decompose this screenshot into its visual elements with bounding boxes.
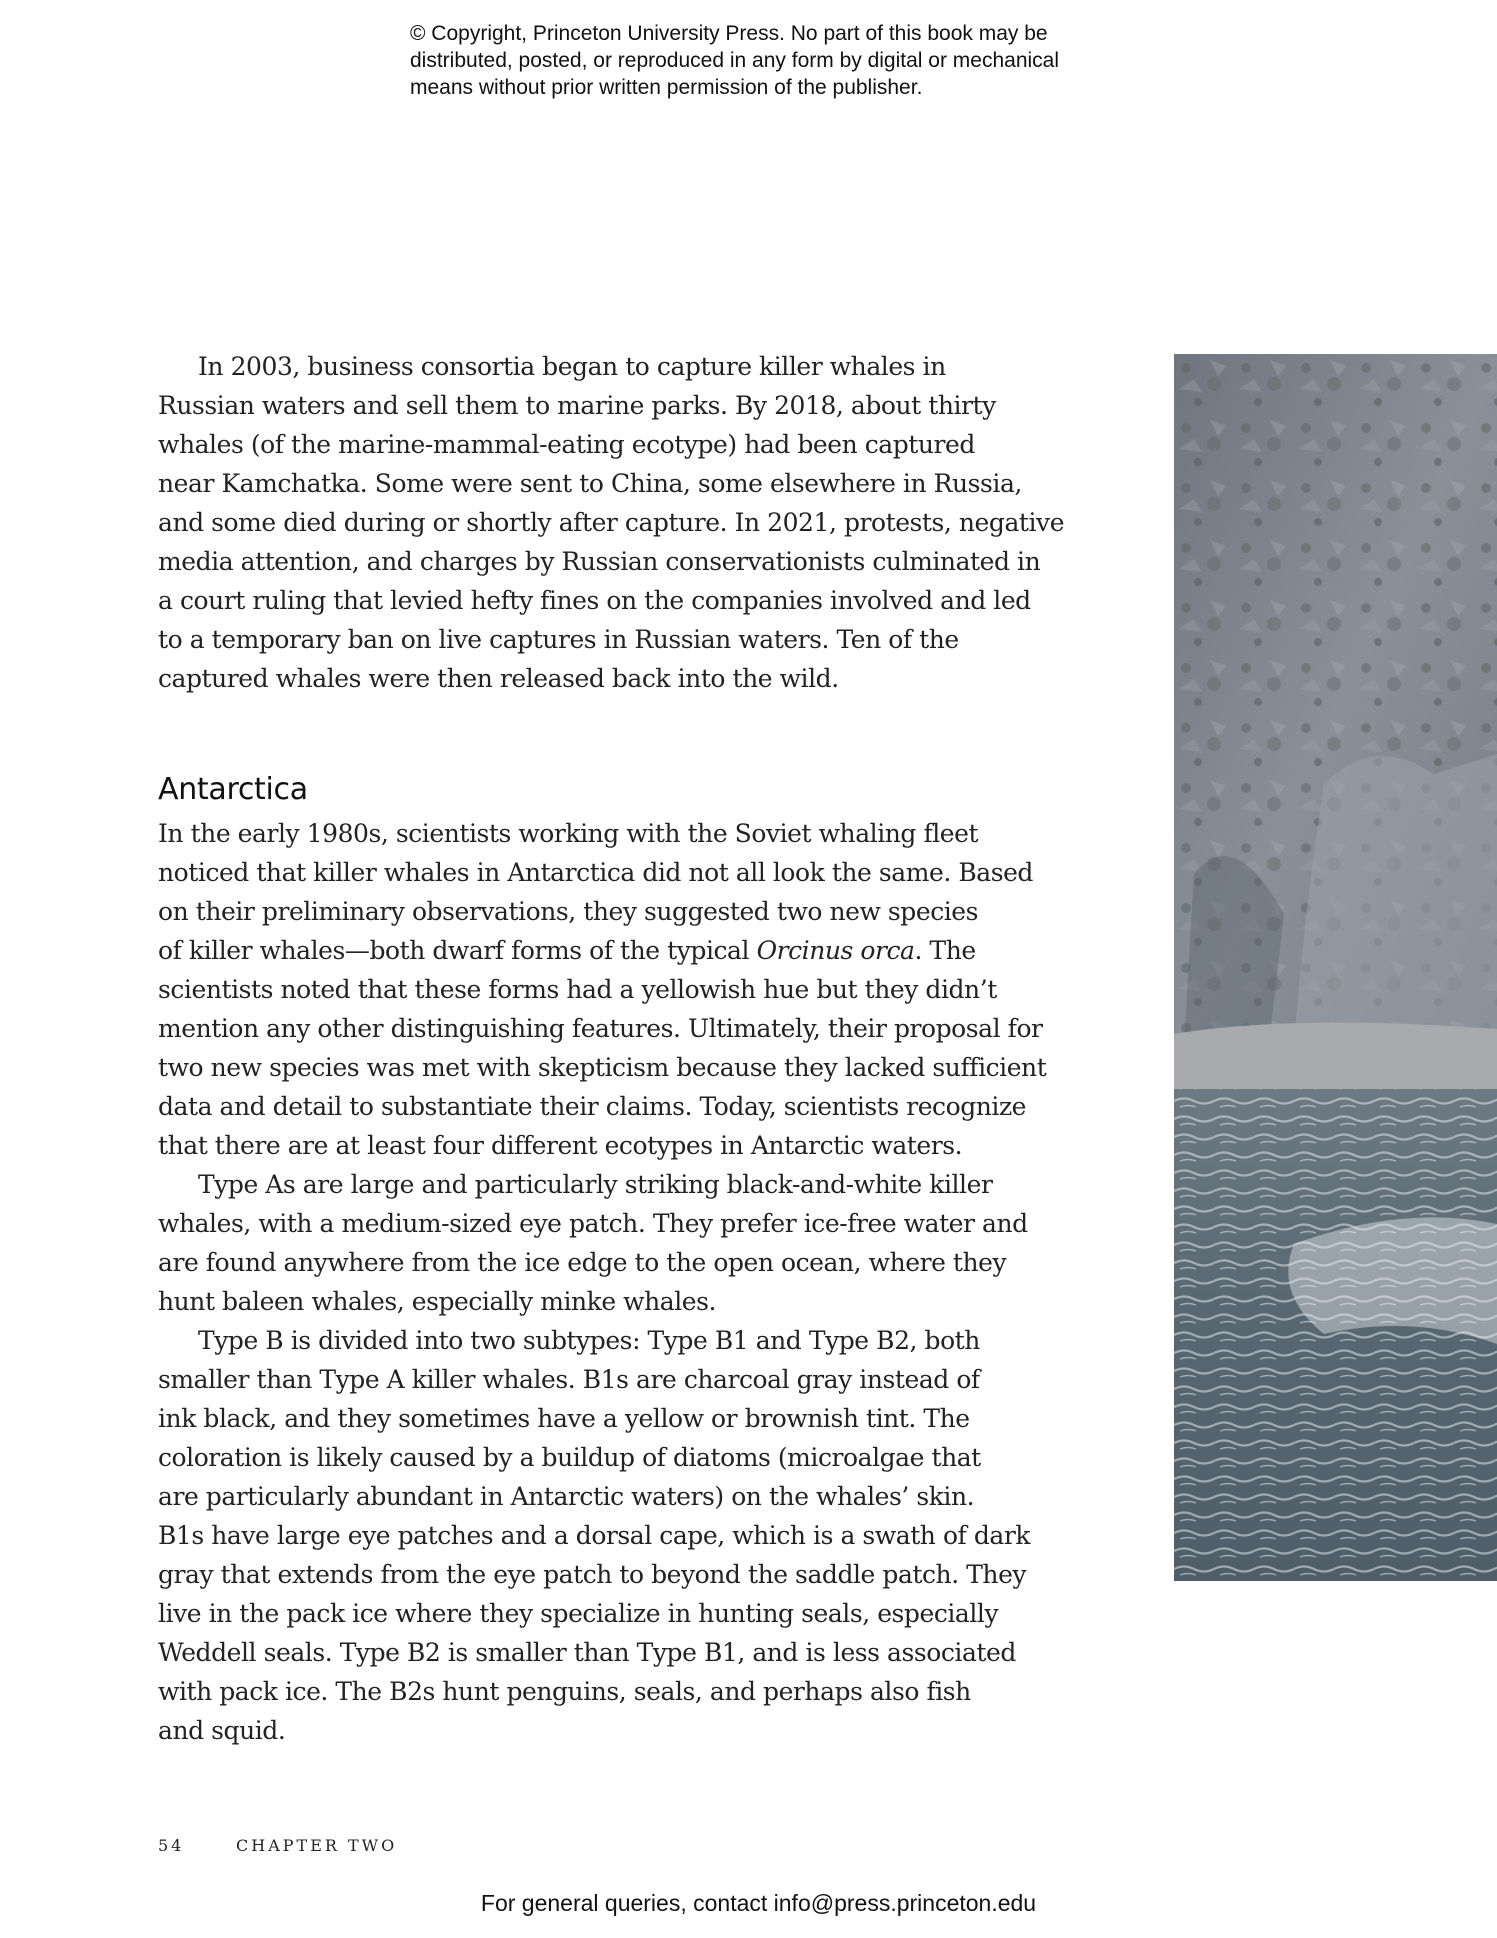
- text-line: are particularly abundant in Antarctic waters) on the whales’ skin.: [158, 1482, 975, 1511]
- text-segment: . The: [914, 936, 976, 965]
- text-line: live in the pack ice where they specialize in hunting seals, especially: [158, 1599, 999, 1628]
- text-line: In 2003, business consortia began to capture killer whales in: [198, 352, 946, 381]
- copyright-line: means without prior written permission of the publisher.: [410, 76, 923, 99]
- running-head-chapter: CHAPTER TWO: [236, 1836, 398, 1855]
- copyright-line: © Copyright, Princeton University Press. No part of this book may be: [410, 22, 1048, 45]
- text-line: smaller than Type A killer whales. B1s are charcoal gray instead of: [158, 1365, 980, 1394]
- text-line: hunt baleen whales, especially minke whales.: [158, 1287, 717, 1316]
- text-line: [158, 931, 1038, 970]
- text-line: ink black, and they sometimes have a yellow or brownish tint. The: [158, 1404, 970, 1433]
- text-line: with pack ice. The B2s hunt penguins, seals, and perhaps also fish: [158, 1677, 971, 1706]
- text-line: media attention, and charges by Russian conservationists culminated in: [158, 547, 1041, 576]
- text-line: Type As are large and particularly striking black-and-white killer: [198, 1170, 993, 1199]
- text-line: In the early 1980s, scientists working with the Soviet whaling fleet: [158, 819, 979, 848]
- text-line: gray that extends from the eye patch to beyond the saddle patch. They: [158, 1560, 1027, 1589]
- text-line: whales, with a medium-sized eye patch. They prefer ice-free water and: [158, 1209, 1028, 1238]
- text-line: and some died during or shortly after capture. In 2021, protests, negative: [158, 508, 1065, 537]
- text-line: captured whales were then released back into the wild.: [158, 664, 839, 693]
- text-line: Type B is divided into two subtypes: Type B1 and Type B2, both: [198, 1326, 980, 1355]
- species-name: Orcinus orca: [756, 936, 915, 965]
- text-line: B1s have large eye patches and a dorsal cape, which is a swath of dark: [158, 1521, 1031, 1550]
- text-line: whales (of the marine-mammal-eating ecotype) had been captured: [158, 430, 975, 459]
- page-number: 54: [158, 1836, 185, 1855]
- footer-text: For general queries, contact info@press.princeton.edu: [480, 1890, 1037, 1916]
- text-line: coloration is likely caused by a buildup of diatoms (microalgae that: [158, 1443, 981, 1472]
- text-line: and squid.: [158, 1716, 286, 1745]
- text-line: scientists noted that these forms had a yellowish hue but they didn’t: [158, 975, 997, 1004]
- paragraph-captures: [158, 347, 1065, 698]
- text-line: are found anywhere from the ice edge to the open ocean, where they: [158, 1248, 1007, 1277]
- text-line: Russian waters and sell them to marine parks. By 2018, about thirty: [158, 391, 996, 420]
- text-line: on their preliminary observations, they suggested two new species: [158, 897, 979, 926]
- footer-contact: [0, 1890, 1497, 1917]
- section-heading: Antarctica: [158, 772, 308, 807]
- text-line: noticed that killer whales in Antarctica did not all look the same. Based: [158, 858, 1033, 887]
- text-line: near Kamchatka. Some were sent to China, some elsewhere in Russia,: [158, 469, 1022, 498]
- text-line: mention any other distinguishing features. Ultimately, their proposal for: [158, 1014, 1043, 1043]
- paragraph-antarctica: [158, 814, 1047, 1750]
- text-line: a court ruling that levied hefty fines on the companies involved and led: [158, 586, 1031, 615]
- coastline-photo: [1174, 354, 1497, 1581]
- copyright-line: distributed, posted, or reproduced in any form by digital or mechanical: [410, 49, 1060, 72]
- text-segment: of killer whales—both dwarf forms of the typical: [158, 936, 757, 965]
- text-line: to a temporary ban on live captures in Russian waters. Ten of the: [158, 625, 959, 654]
- text-line: that there are at least four different ecotypes in Antarctic waters.: [158, 1131, 963, 1160]
- text-line: Weddell seals. Type B2 is smaller than Type B1, and is less associated: [158, 1638, 1016, 1667]
- text-line: two new species was met with skepticism because they lacked sufficient: [158, 1053, 1047, 1082]
- text-line: data and detail to substantiate their claims. Today, scientists recognize: [158, 1092, 1027, 1121]
- copyright-notice: [410, 20, 1130, 101]
